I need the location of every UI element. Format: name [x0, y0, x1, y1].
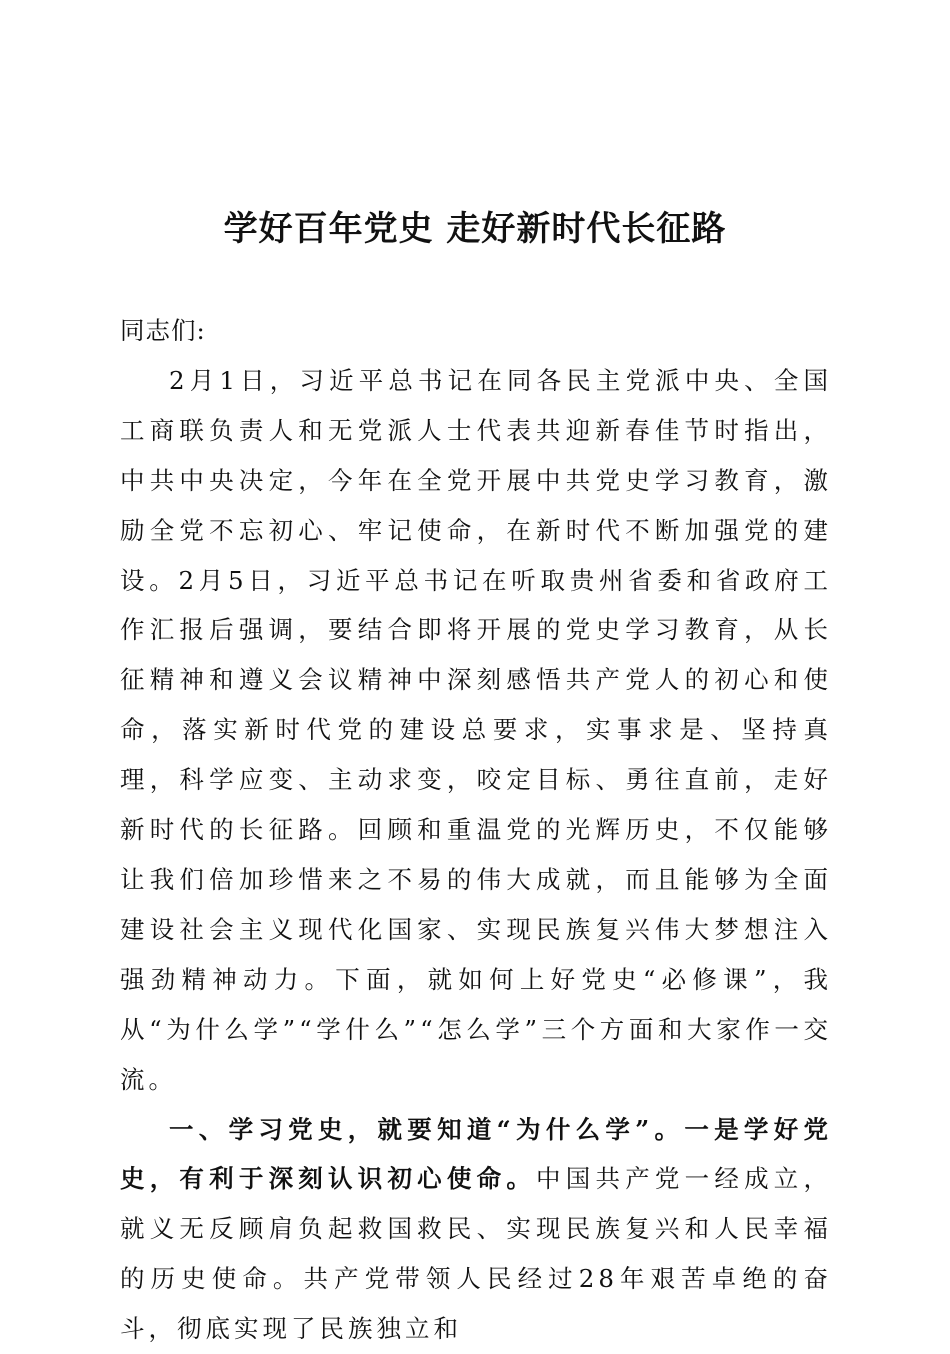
paragraph-section-1 [120, 1105, 832, 1354]
paragraph-intro: 2月1日，习近平总书记在同各民主党派中央、全国工商联负责人和无党派人士代表共迎新春佳节时指出，中共中央决定，今年在全党开展中共党史学习教育，激励全党不忘初心、牢记使命，在新时代不断加强党的建设。2月5日，习近平总书记在听取贵州省委和省政府工作汇报后强调，要结合即将开展的党史学习教育，从长征精神和遵义会议精神中深刻感悟共产党人的初心和使命，落实新时代党的建设总要求，实事求是、坚持真理，科学应变、主动求变，咬定目标、勇往直前，走好新时代的长征路。回顾和重温党的光辉历史，不仅能够让我们倍加珍惜来之不易的伟大成就，而且能够为全面建设社会主义现代化国家、实现民族复兴伟大梦想注入强劲精神动力。下面，就如何上好党史“必修课”，我从“为什么学”“学什么”“怎么学”三个方面和大家作一交流。 [120, 356, 832, 1105]
section-1-text: 中国共产党一经成立，就义无反顾肩负起救国救民、实现民族复兴和人民幸福的历史使命。共产党带领人民经过28年艰苦卓绝的奋斗，彻底实现了民族独立和 [120, 1164, 832, 1343]
document-body [120, 306, 832, 1354]
greeting: 同志们: [120, 306, 832, 356]
section-1-heading: 一、学习党史，就要知道“为什么学”。 [169, 1115, 684, 1144]
document-title: 学好百年党史 走好新时代长征路 [0, 203, 950, 255]
section-1-point-1: 一是学好党史，有利于深刻认识初心使命。 [120, 1115, 832, 1194]
